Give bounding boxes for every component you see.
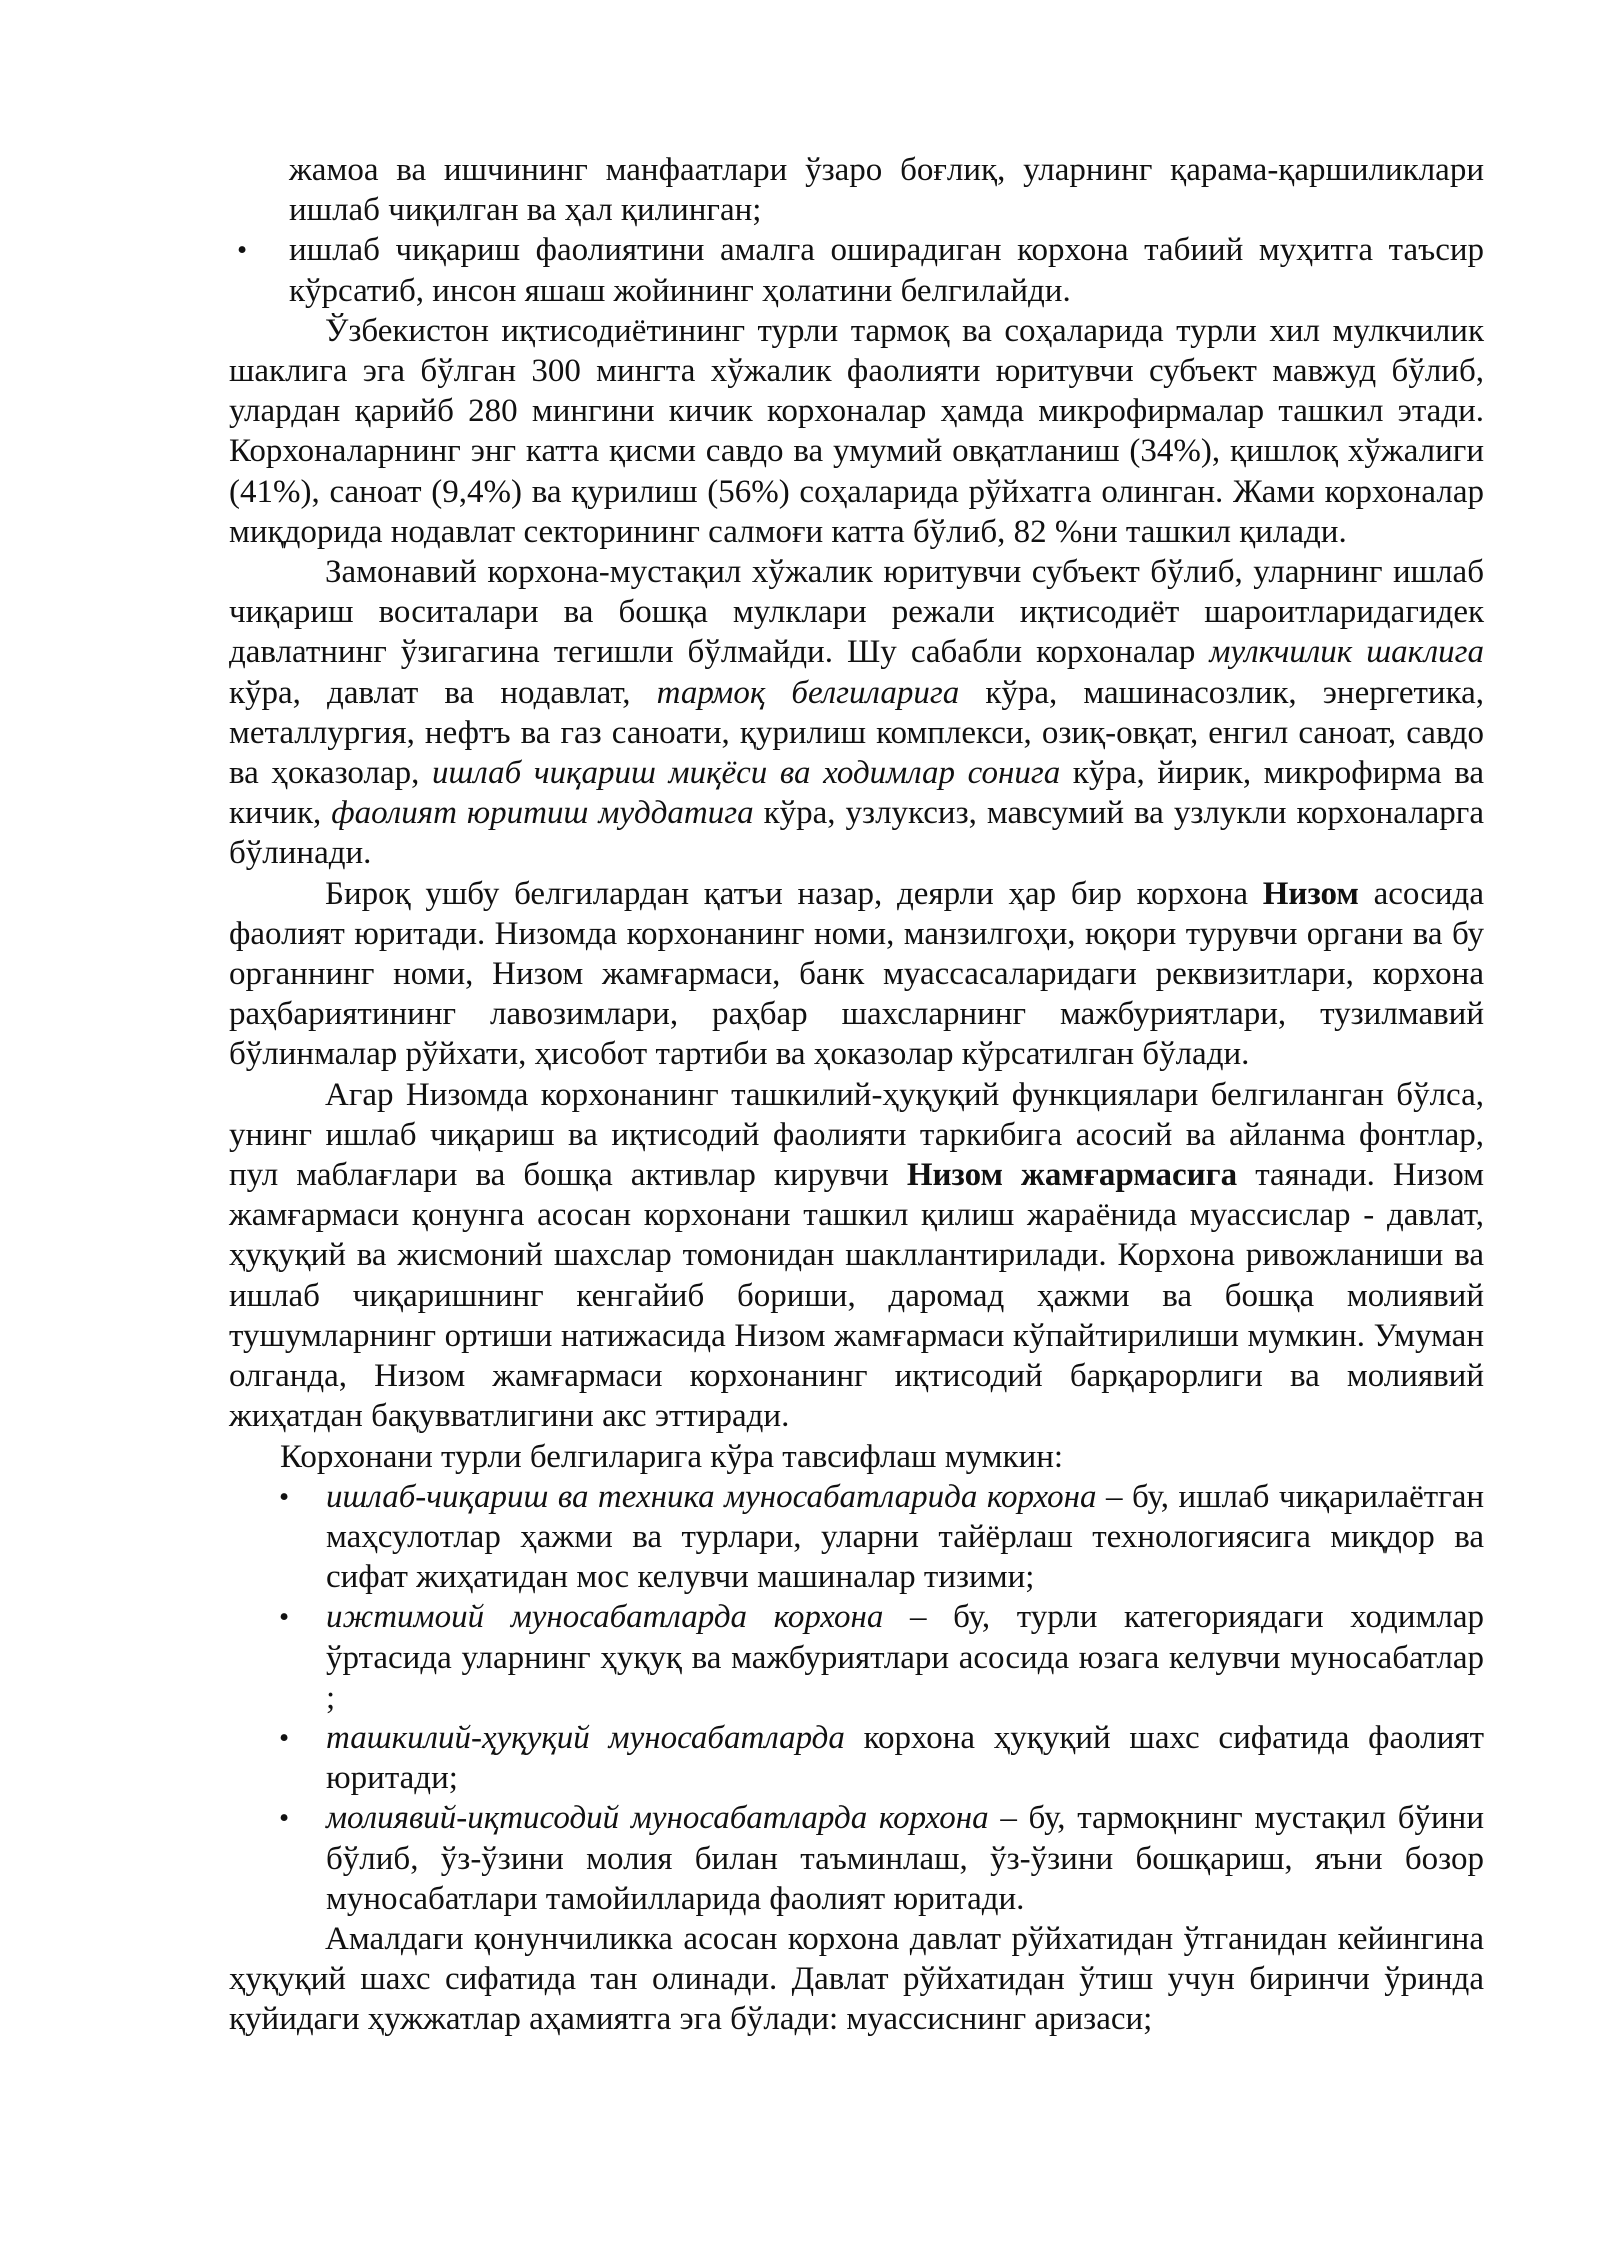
text-run: Замонавий корхона-мустақил хўжалик юритувчи субъект бўлиб, уларнинг ишлаб чиқариш воситалари ва бошқа мулклари режали иқтисодиёт шароитларидагидек давлатнинг ўзигагина тегишли бўлмайди. Шу сабабли корхоналар xyxy=(229,554,1484,671)
list-item xyxy=(229,1798,1484,1919)
list-item-text: жамоа ва ишчининг манфаатлари ўзаро боғлиқ, уларнинг қарама-қаршиликлари ишлаб чиқилган ва ҳал қилинган; xyxy=(289,152,1484,229)
text-run: кўра, йирик, микрофирма ва кичик, xyxy=(229,755,1484,832)
features-bullet-list xyxy=(229,1477,1484,1919)
list-item xyxy=(229,1477,1484,1598)
bold-term: Низом xyxy=(1262,875,1359,912)
text-run: – бу, турли категориядаги ходимлар ўртасида уларнинг ҳуқуқ ва мажбуриятлари асосида юзага келувчи муносабатлар ; xyxy=(326,1599,1484,1716)
list-item xyxy=(229,1718,1484,1798)
text-run: кўра, узлуксиз, мавсумий ва узлукли корхоналарга бўлинади. xyxy=(229,795,1484,872)
bullet-icon: • xyxy=(279,1802,290,1835)
paragraph-enterprise-classification xyxy=(229,552,1484,874)
text-run: кўра, давлат ва нодавлат, xyxy=(229,674,657,711)
paragraph-enterprise-statistics: Ўзбекистон иқтисодиётининг турли тармоқ ва соҳаларида турли хил мулкчилик шаклига эга бўлган 300 мингта хўжалик фаолияти юритувчи субъект мавжуд бўлиб, улардан қарийб 280 мингини кичик корхоналар ҳамда микрофирмалар ташкил этади. Корхоналарнинг энг катта қисми савдо ва умумий овқатланиш (34%), қишлоқ хўжалиги (41%), саноат (9,4%) ва қурилиш (56%) соҳаларида рўйхатга олинган. Жами корхоналар миқдорида нодавлат секторининг салмоғи катта бўлиб, 82 %ни ташкил қилади. xyxy=(229,312,1484,550)
italic-term: ишлаб-чиқариш ва техника муносабатларида корхона xyxy=(326,1478,1097,1515)
text-run: Бироқ ушбу белгилардан қатъи назар, деярли ҳар бир корхона xyxy=(325,875,1263,912)
text-run: Агар Низомда корхонанинг ташкилий-ҳуқуқий функциялари белгиланган бўлса, унинг ишлаб чиқариш ва иқтисодий фаолияти таркибига асосий ва айланма фонтлар, пул маблағлари ва бошқа активлар кирувчи xyxy=(229,1076,1484,1194)
list-item xyxy=(229,150,1484,230)
bullet-icon: • xyxy=(279,1480,290,1513)
paragraph-charter-fund xyxy=(229,1075,1484,1437)
italic-term: тармоқ белгиларига xyxy=(656,674,960,711)
bullet-icon: • xyxy=(279,1601,290,1634)
bullet-icon: • xyxy=(279,1721,290,1754)
paragraph-charter xyxy=(229,874,1484,1075)
paragraph-registration: Амалдаги қонунчиликка асосан корхона давлат рўйхатидан ўтганидан кейингина ҳуқуқий шахс сифатида тан олинади. Давлат рўйхатидан ўтиш учун биринчи ўринда қуйидаги ҳужжатлар аҳамиятга эга бўлади: муассиснинг аризаси; xyxy=(229,1920,1484,2038)
italic-term: фаолият юритиш муддатига xyxy=(331,795,754,832)
bold-term: Низом жамғармасига xyxy=(906,1157,1238,1194)
text-run: корхона ҳуқуқий шахс сифатида фаолият юритади; xyxy=(326,1719,1484,1797)
text-run: таянади. Низом жамғармаси қонунга асосан корхонани ташкил қилиш жараёнида муассислар - давлат, ҳуқуқий ва жисмоний шахслар томонидан шакллантирилади. Корхона ривожланиши ва ишлаб чиқаришнинг кенгайиб бориши, даромад ҳажми ва бошқа молиявий тушумларнинг ортиши натижасида Низом жамғармаси кўпайтирилиши мумкин. Умуман олганда, Низом жамғармаси корхонанинг иқтисодий барқарорлиги ва молиявий жиҳатдан бақувватлигини акс эттиради. xyxy=(229,1157,1485,1435)
intro-bullet-list xyxy=(229,150,1484,311)
bullet-icon: • xyxy=(237,234,248,267)
list-item xyxy=(229,230,1484,310)
text-run: – бу, ишлаб чиқарилаётган маҳсулотлар ҳажми ва турлари, уларни тайёрлаш технологиясига миқдор ва сифат жиҳатидан мос келувчи машиналар тизими; xyxy=(326,1478,1485,1596)
text-run: асосида фаолият юритади. Низомда корхонанинг номи, манзилгоҳи, юқори турувчи органи ва бу органнинг номи, Низом жамғармаси, банк муассасаларидаги реквизитлари, корхона раҳбариятининг лавозимлари, раҳбар шахсларнинг мажбуриятлари, тузилмавий бўлинмалар рўйхати, ҳисобот тартиби ва ҳоказолар кўрсатилган бўлади. xyxy=(229,875,1484,1073)
list-item-text: ишлаб чиқариш фаолиятини амалга оширадиган корхона табиий муҳитга таъсир кўрсатиб, инсон яшаш жойининг ҳолатини белгилайди. xyxy=(289,232,1484,309)
text-run: – бу, тармоқнинг мустақил бўини бўлиб, ўз-ўзини молия билан таъминлаш, ўз-ўзини бошқариш, яъни бозор муносабатлари тамойилларида фаолият юритади. xyxy=(326,1800,1484,1917)
italic-term: молиявий-иқтисодий муносабатларда корхона xyxy=(326,1800,989,1837)
text-run: кўра, машинасозлик, энергетика, металлургия, нефтъ ва газ саноати, қурилиш комплекси, озиқ-овқат, енгил саноат, савдо ва ҳоказолар, xyxy=(229,674,1484,792)
italic-term: ташкилий-ҳуқуқий муносабатларда xyxy=(326,1719,845,1756)
document-page xyxy=(229,150,1484,2040)
list-item xyxy=(229,1597,1484,1718)
paragraph-features-intro: Корхонани турли белгиларига кўра тавсифлаш мумкин: xyxy=(280,1438,1064,1475)
italic-term: ижтимоий муносабатларда корхона xyxy=(326,1599,884,1636)
italic-term: мулкчилик шаклига xyxy=(1209,634,1485,671)
italic-term: ишлаб чиқариш миқёси ва ходимлар сонига xyxy=(431,755,1061,792)
